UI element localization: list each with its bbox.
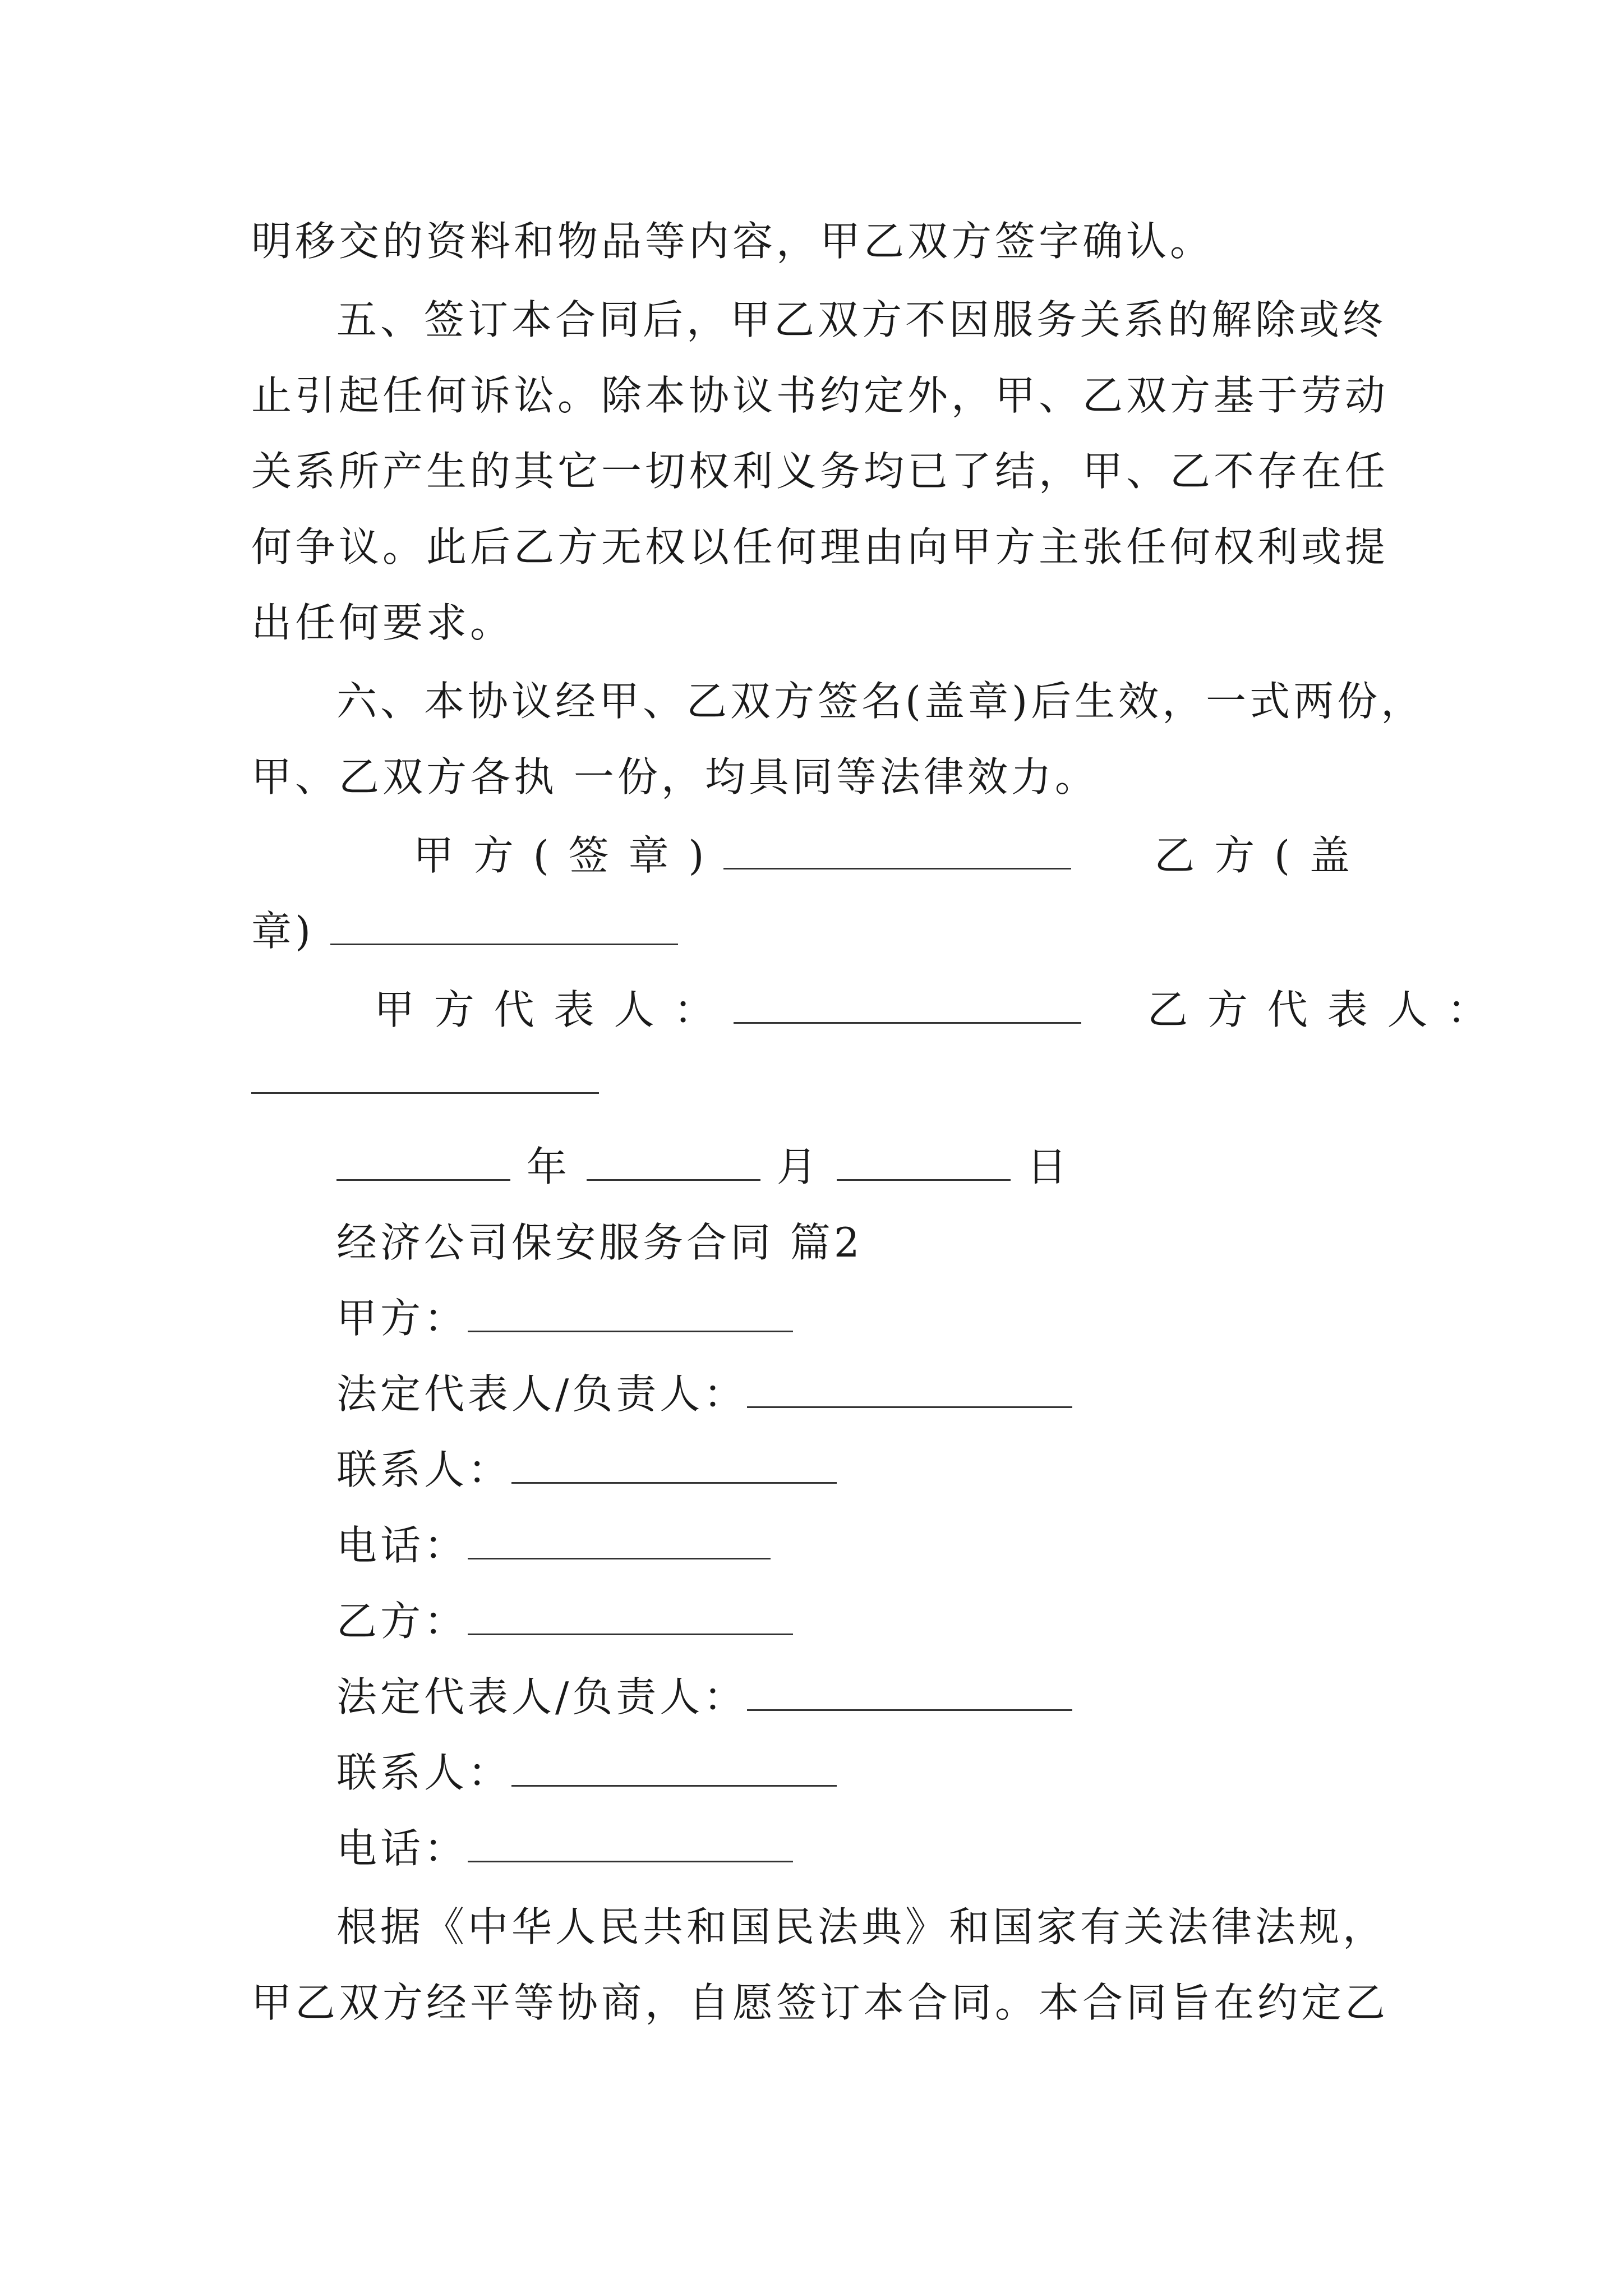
clause-5-line: 出任何要求。 (251, 599, 514, 646)
party-a-rep-label: 甲 方 代 表 人 ： (374, 986, 718, 1033)
representative-row (251, 982, 1491, 1038)
clause-5-line: 止引起任何诉讼。除本协议书约定外，甲、乙双方基于劳动 (251, 372, 1389, 419)
field-row (336, 1290, 793, 1346)
field-blank (468, 1297, 793, 1332)
party-a-sign-label: 甲 方 ( 签 章 ) (413, 832, 708, 879)
field-blank (747, 1373, 1072, 1408)
field-blank (511, 1448, 837, 1484)
clause-5-line: 五、签订本合同后，甲乙双方不因服务关系的解除或终 (336, 296, 1387, 343)
field-row (336, 1442, 837, 1498)
field-label: 乙方： (336, 1598, 468, 1645)
clause-5-line: 关系所产生的其它一切权利义务均已了结，甲、乙不存在任 (251, 448, 1389, 495)
signature-row-cont (251, 903, 1384, 959)
field-label: 电话： (336, 1522, 468, 1569)
field-label: 法定代表人/负责人： (336, 1370, 748, 1418)
section-title: 经济公司保安服务合同 篇2 (336, 1219, 863, 1266)
field-label: 联系人： (336, 1749, 512, 1796)
party-b-sign-blank (330, 910, 678, 945)
party-a-sign-blank (723, 834, 1071, 869)
month-blank (587, 1145, 760, 1181)
year-blank (336, 1145, 510, 1181)
month-label: 月 (776, 1143, 820, 1190)
field-label: 电话： (336, 1825, 468, 1872)
field-label: 法定代表人/负责人： (336, 1673, 748, 1720)
party-b-rep-label: 乙 方 代 表 人 ： (1147, 986, 1491, 1033)
field-label: 甲方： (336, 1295, 468, 1342)
field-blank (468, 1600, 793, 1635)
field-blank (468, 1827, 793, 1862)
party-b-sign-label: 乙 方 ( 盖 (1154, 832, 1353, 879)
text-line: 明移交的资料和物品等内容，甲乙双方签字确认。 (251, 218, 1214, 265)
field-row (336, 1745, 837, 1801)
party-a-rep-blank (734, 988, 1081, 1024)
field-blank (468, 1524, 771, 1559)
party-b-sign-label-cont: 章) (251, 908, 315, 955)
clause-5-line: 何争议。此后乙方无权以任何理由向甲方主张任何权利或提 (251, 523, 1389, 570)
field-row (336, 1366, 1072, 1422)
signature-row (251, 827, 1384, 884)
field-row (336, 1669, 1072, 1725)
field-row (336, 1593, 793, 1649)
field-blank (511, 1751, 837, 1787)
field-row (336, 1820, 793, 1876)
clause-6-line: 六、本协议经甲、乙双方签名(盖章)后生效，一式两份， (336, 678, 1425, 725)
intro-line: 根据《中华人民共和国民法典》和国家有关法律法规， (336, 1903, 1387, 1950)
date-row (336, 1139, 1071, 1195)
day-blank (837, 1145, 1011, 1181)
clause-6-line: 甲、乙双方各执 一份，均具同等法律效力。 (251, 753, 1099, 800)
day-label: 日 (1026, 1143, 1071, 1190)
intro-line: 甲乙双方经平等协商，自愿签订本合同。本合同旨在约定乙 (251, 1979, 1389, 2026)
year-label: 年 (526, 1143, 570, 1190)
representative-row-cont (251, 1052, 1384, 1108)
field-blank (747, 1676, 1072, 1711)
field-row (336, 1517, 771, 1573)
party-b-rep-blank (251, 1059, 599, 1094)
field-label: 联系人： (336, 1446, 512, 1493)
